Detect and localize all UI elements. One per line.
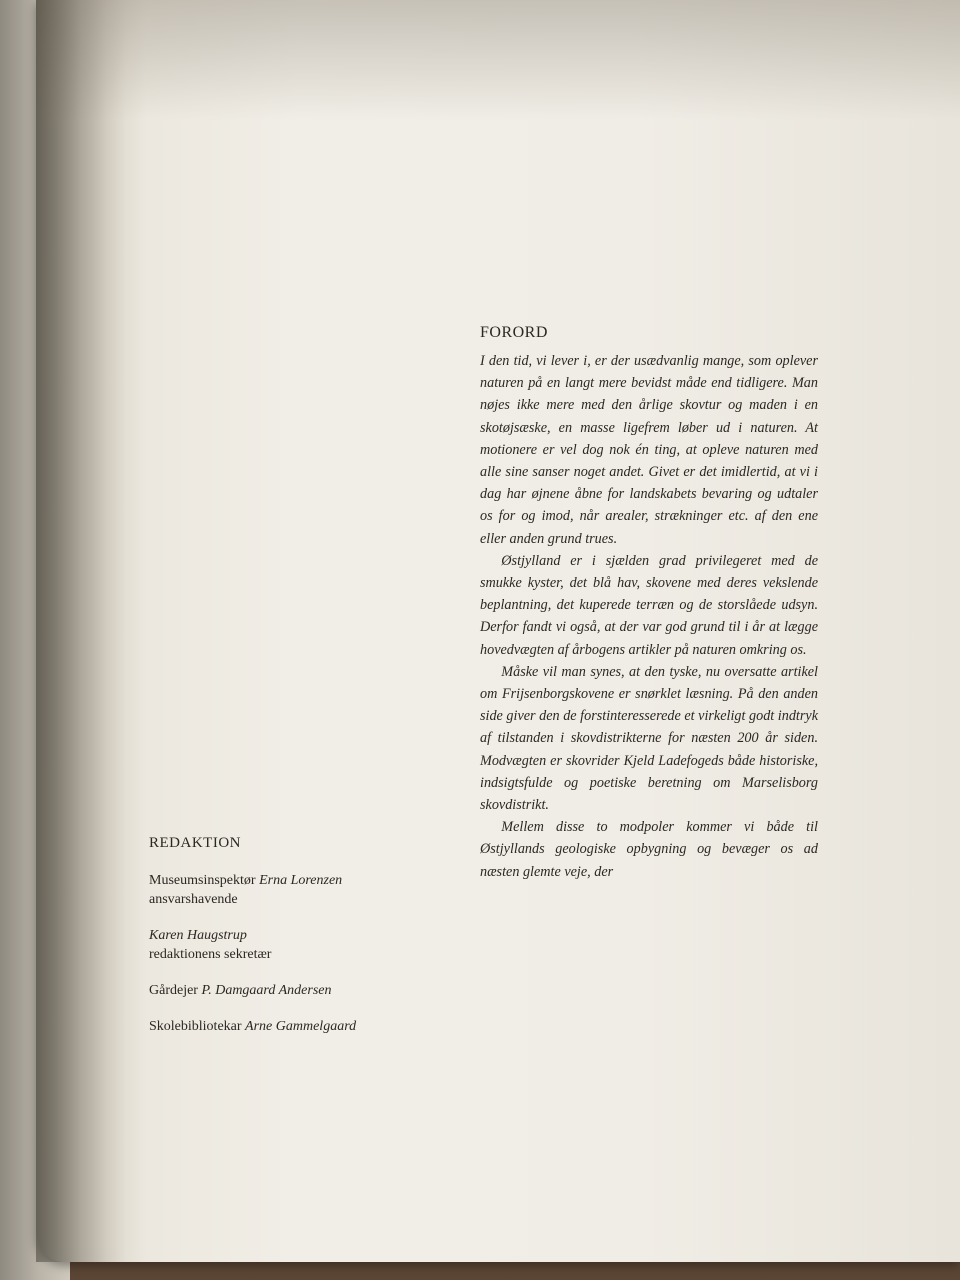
forord-paragraph: Mellem disse to modpoler kommer vi både til Østjyllands geologiske opbygning og bevæger os ad næsten glemte veje, der: [480, 819, 818, 880]
forord-heading: FORORD: [480, 324, 548, 341]
editor-entry: [149, 871, 449, 909]
editor-subtitle: redaktionens sekretær: [149, 947, 272, 962]
forord-section: [480, 322, 818, 883]
editor-entry: [149, 981, 449, 1000]
editor-name: P. Damgaard Andersen: [201, 983, 332, 998]
editor-role: Museumsinspektør: [149, 873, 256, 888]
editor-name: Arne Gammelgaard: [245, 1019, 357, 1034]
forord-paragraph: I den tid, vi lever i, er der usædvanlig mange, som oplever naturen på en langt mere bevidst måde end tidligere. Man nøjes ikke mere med den årlige skovtur og maden i en skotøjsæske, en masse ligefrem løber ud i naturen. At motionere er vel dog nok én ting, at opleve naturen med alle sine sanser noget andet. Givet er det imidlertid, at vi i dag har øjnene åbne for landskabets bevaring og udtaler os for og imod, når arealer, strækninger etc. af den ene eller anden grund trues.: [480, 353, 818, 547]
editor-name: Karen Haugstrup: [149, 928, 247, 943]
forord-body: [480, 350, 818, 883]
forord-paragraph: Måske vil man synes, at den tyske, nu oversatte artikel om Frijsenborgskovene er snørklet læsning. På den anden side giver den de forstinteresserede et virkeligt godt indtryk af tilstanden i skovdistrikterne for næsten 200 år siden. Modvægten er skovrider Kjeld Ladefogeds både historiske, indsigtsfulde og poetiske beretning om Marselisborg skovdistrikt.: [480, 663, 818, 814]
editor-role: Skolebibliotekar: [149, 1019, 242, 1034]
editor-role: Gårdejer: [149, 983, 198, 998]
redaktion-heading: REDAKTION: [149, 835, 241, 851]
editor-name: Erna Lorenzen: [259, 873, 343, 888]
editor-subtitle: ansvarshavende: [149, 892, 238, 907]
redaktion-section: [149, 833, 449, 1053]
editor-entry: [149, 1017, 449, 1036]
editor-entry: [149, 926, 449, 964]
forord-paragraph: Østjylland er i sjælden grad privilegeret med de smukke kyster, det blå hav, skovene med deres vekslende beplantning, det kuperede terræn og de storslåede udsyn. Derfor fandt vi også, at der var god grund til i år at lægge hovedvægten af årbogens artikler på naturen omkring os.: [480, 552, 818, 658]
